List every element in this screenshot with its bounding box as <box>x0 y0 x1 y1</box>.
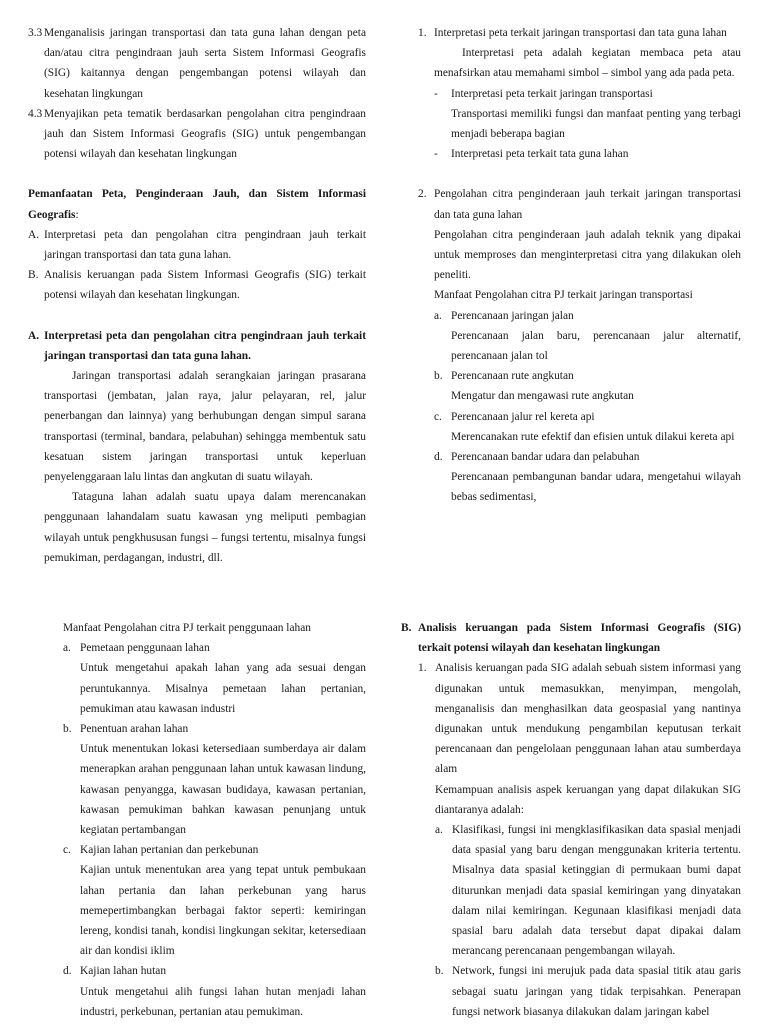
list-item <box>434 407 741 447</box>
list-marker: b. <box>63 723 72 736</box>
list-item <box>434 306 741 367</box>
paragraph-jaringan-transportasi: Jaringan transportasi adalah serangkaian jaringan prasarana transportasi (jembatan, jalan raya, jalur pelayaran, rel, jalur penerbangan dan lainnya) yang berhubungan dengan simpul sarana transportasi (terminal, bandara, pelabuhan) sehingga membentuk satu kesatuan sistem jaringan transportasi untuk keperluan penyelenggaraan lalu lintas dan angkutan di suatu wilayah. <box>44 370 366 484</box>
kd-4-3-number: 4.3 <box>28 107 43 120</box>
list-item-desc: Kajian untuk menentukan area yang tepat untuk pembukaan lahan pertania dan lahan perkebunan yang harus memepertimbangkan berbagai faktor seperti: kemiringan lereng, kondisi tanah, kondisi lingkungan sekitar, ketersediaan air dan kondisi iklim <box>80 864 366 958</box>
item-1-heading <box>418 23 741 43</box>
main-heading-text: Pemanfaatan Peta, Penginderaan Jauh, dan Sistem Informasi Geografis <box>28 188 366 221</box>
section-b-title: Analisis keruangan pada Sistem Informasi Geografis (SIG) terkait potensi wilayah dan kesehatan lingkungan <box>418 622 741 655</box>
list-item-title: Pemetaan penggunaan lahan <box>80 642 210 655</box>
list-item-desc: Untuk mengetahui alih fungsi lahan hutan menjadi lahan industri, perkebunan, pertanian atau pemukiman. <box>80 985 366 1018</box>
dash-title: Interpretasi peta terkait tata guna lahan <box>451 148 629 161</box>
list-marker: b. <box>435 965 444 978</box>
manfaat-transportasi-heading: Manfaat Pengolahan citra PJ terkait jaringan transportasi <box>434 289 693 302</box>
kd-3-3-number: 3.3 <box>28 27 43 39</box>
kd-3-3-text: Menganalisis jaringan transportasi dan tata guna lahan dengan peta dan/atau citra pengindraan jauh serta Sistem Informasi Geografis (SIG) kaitannya dengan pengembangan potensi wilayah dan kesehatan lingkungan <box>44 27 366 100</box>
kd-4-3 <box>28 104 366 165</box>
dash-marker: - <box>434 87 438 100</box>
list-item <box>435 961 741 1022</box>
item-2-heading <box>418 184 741 224</box>
list-marker: a. <box>63 642 71 655</box>
list-marker: b. <box>434 370 443 383</box>
main-heading <box>28 184 366 224</box>
list-marker: d. <box>434 451 443 464</box>
top-right-column <box>418 23 741 508</box>
bottom-left-column <box>63 618 366 1022</box>
section-a-marker: A. <box>28 329 40 342</box>
item-1-title: Interpretasi peta terkait jaringan transportasi dan tata guna lahan <box>434 27 727 39</box>
kd-3-3 <box>28 23 366 104</box>
list-item-title: Penentuan arahan lahan <box>80 723 189 736</box>
dash-item-transportasi <box>434 84 741 104</box>
list-item-title: Perencanaan bandar udara dan pelabuhan <box>451 451 640 464</box>
item-1-paragraph: Interpretasi peta adalah kegiatan membaca peta atau menafsirkan atau memahami simbol – simbol yang ada pada peta. <box>434 47 741 80</box>
outline-item-a <box>28 225 366 265</box>
list-item-desc: Perencanaan pembangunan bandar udara, mengetahui wilayah bebas sedimentasi, <box>451 471 741 504</box>
paragraph-tataguna-lahan: Tataguna lahan adalah suatu upaya dalam merencanakan penggunaan lahandalam suatu kawasan yng meliputi pembagian wilayah untuk pengkhususan fungsi – fungsi tertentu, misalnya fungsi pemukiman, perdagangan, industri, dll. <box>44 491 366 564</box>
list-item-title: Perencanaan jaringan jalan <box>451 309 574 322</box>
list-item <box>434 447 741 508</box>
outline-item-b <box>28 265 366 305</box>
dash-transportasi-text: Transportasi memiliki fungsi dan manfaat penting yang terbagi menjadi beberapa bagian <box>451 107 741 141</box>
item-1-number: 1. <box>418 27 427 39</box>
outline-marker: A. <box>28 228 40 241</box>
section-b-heading <box>401 618 741 658</box>
dash-marker: - <box>434 148 438 161</box>
section-a-title: Interpretasi peta dan pengolahan citra pengindraan jauh terkait jaringan transportasi dan tata guna lahan. <box>44 329 366 362</box>
list-item <box>63 719 366 840</box>
list-item-desc: Untuk mengetahui apakah lahan yang ada sesuai dengan peruntukannya. Misalnya pemetaan lahan pertanian, pemukiman atau kawasan industri <box>80 662 366 715</box>
list-item <box>435 820 741 961</box>
list-item <box>63 840 366 961</box>
list-item-text: Network, fungsi ini merujuk pada data spasial titik atau garis sebagai suatu jaringan yang tidak terpisahkan. Penerapan fungsi network biasanya dilakukan dalam jaringan kabel <box>452 965 741 1018</box>
outline-text: Analisis keruangan pada Sistem Informasi Geografis (SIG) terkait potensi wilayah dan kesehatan lingkungan. <box>44 269 366 302</box>
list-item-title: Perencanaan jalur rel kereta api <box>451 410 595 423</box>
list-item-title: Kajian lahan hutan <box>80 965 167 978</box>
main-heading-colon: : <box>75 208 79 221</box>
item-2-paragraph: Pengolahan citra penginderaan jauh adalah teknik yang dipakai untuk memproses dan menginterpretasi citra yang dilakukan oleh peneliti. <box>434 228 741 282</box>
top-left-column <box>28 23 366 568</box>
dash-item-tata-guna <box>434 144 741 164</box>
list-item-desc: Perencanaan jalan baru, perencanaan jalur alternatif, perencanaan jalan tol <box>451 329 741 363</box>
item-2-number: 2. <box>418 188 427 201</box>
list-marker: a. <box>434 309 442 322</box>
list-item-desc: Mengatur dan mengawasi rute angkutan <box>451 390 634 403</box>
list-item-text: Klasifikasi, fungsi ini mengklasifikasikan data spasial menjadi data spasial yang baru dengan menggunakan kriteria tertentu. Misalnya data spasial ketinggian di permukaan bumi dapat diturunkan menjadi data spasial kemiringan yang dinyatakan dalam nilai kemiringan. Kegunaan klasifikasi menjadi data spasial baru adalah data tersebut dapat dipakai dalam merancang perencanaan pengembangan wilayah. <box>452 824 741 958</box>
transportasi-list <box>434 306 741 508</box>
kd-4-3-text: Menyajikan peta tematik berdasarkan pengolahan citra pengindraan jauh dan Sistem Informasi Geografis (SIG) untuk pengembangan potensi wilayah dan kesehatan lingkungan <box>44 107 366 161</box>
manfaat-lahan-heading: Manfaat Pengolahan citra PJ terkait penggunaan lahan <box>63 622 311 634</box>
bottom-right-column <box>401 618 741 1022</box>
outline-text: Interpretasi peta dan pengolahan citra pengindraan jauh terkait jaringan transportasi dan tata guna lahan. <box>44 228 366 262</box>
section-a-heading <box>28 326 366 366</box>
list-item-desc: Merencanakan rute efektif dan efisien untuk dilakui kereta api <box>451 430 735 443</box>
item-2-title: Pengolahan citra penginderaan jauh terkait jaringan transportasi dan tata guna lahan <box>434 188 741 221</box>
list-marker: c. <box>434 410 442 423</box>
list-marker: d. <box>63 965 72 978</box>
dash-title: Interpretasi peta terkait jaringan transportasi <box>451 87 653 100</box>
item-1-subtext: Kemampuan analisis aspek keruangan yang dapat dilakukan SIG diantaranya adalah: <box>435 783 741 816</box>
list-marker: a. <box>435 824 443 837</box>
item-1-number: 1. <box>418 662 427 675</box>
section-b-marker: B. <box>401 622 412 634</box>
list-item <box>63 961 366 1022</box>
list-item <box>63 638 366 719</box>
list-item-desc: Untuk menentukan lokasi ketersediaan sumberdaya air dalam menerapkan arahan penggunaan lahan untuk kawasan lindung, kawasan penyangga, kawasan budidaya, kawasan pertanian, kawasan pemukiman bahkan kawasan penunjang untuk kegiatan pertambangan <box>80 743 366 837</box>
item-1 <box>418 658 741 1022</box>
list-item <box>434 366 741 406</box>
list-marker: c. <box>63 844 71 857</box>
item-1-text: Analisis keruangan pada SIG adalah sebuah sistem informasi yang digunakan untuk memasukkan, menyimpan, mengolah, menganalisis dan menghasilkan data geospasial yang nantinya digunakan untuk mendukung pengambilan keputusan terkait perencanaan dan pengelolaan penggunaan lahan atau sumberdaya alam <box>435 662 741 776</box>
list-item-title: Perencanaan rute angkutan <box>451 370 574 383</box>
outline-marker: B. <box>28 269 39 282</box>
list-item-title: Kajian lahan pertanian dan perkebunan <box>80 844 259 857</box>
